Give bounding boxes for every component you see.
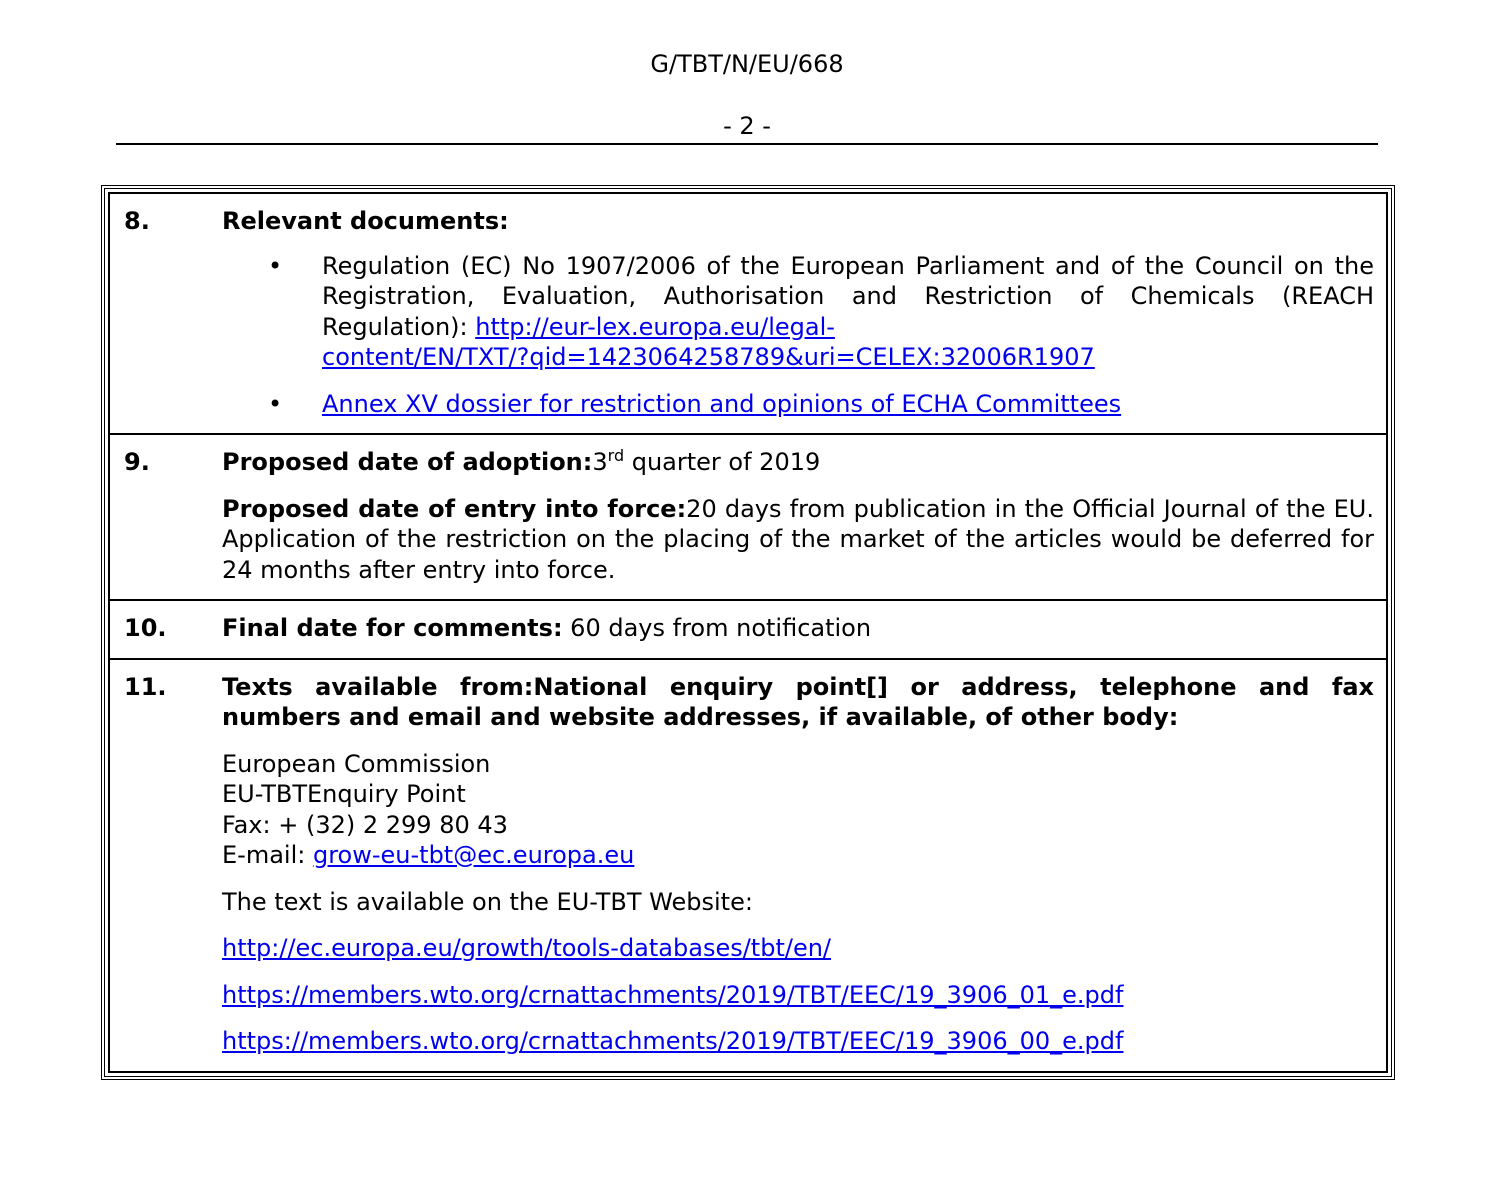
row-texts-available xyxy=(110,658,1386,1071)
link-paragraph xyxy=(222,980,1374,1011)
reach-regulation-link-part1[interactable]: http://eur-lex.europa.eu/legal- xyxy=(475,312,835,341)
row-content xyxy=(222,206,1374,419)
adoption-date-label: Proposed date of adoption: xyxy=(222,448,593,476)
row-number: 11. xyxy=(124,672,167,701)
bullet-icon: • xyxy=(268,389,283,418)
documents-list xyxy=(222,251,1374,420)
page-number: - 2 - xyxy=(723,112,771,140)
fax-number: Fax: + (32) 2 299 80 43 xyxy=(222,810,508,839)
entry-into-force-label: Proposed date of entry into force: xyxy=(222,494,687,523)
section-title: Texts available from:National enquiry point[] or address, telephone and fax numbers and email and website addresses, if available, of other body: xyxy=(222,672,1374,731)
wto-attachment-00-link[interactable]: https://members.wto.org/crnattachments/2019/TBT/EEC/19_3906_00_e.pdf xyxy=(222,1027,1124,1055)
email-link[interactable]: grow-eu-tbt@ec.europa.eu xyxy=(312,841,635,869)
row-number: 10. xyxy=(124,614,167,642)
row-content xyxy=(222,672,1374,1057)
row-number: 9. xyxy=(124,448,150,476)
notification-table xyxy=(101,185,1395,1080)
adoption-date-value-rest: quarter of 2019 xyxy=(624,448,821,476)
row-final-date-comments xyxy=(110,599,1386,658)
adoption-date-line xyxy=(222,447,1374,478)
website-intro: The text is available on the EU-TBT Website: xyxy=(222,887,753,916)
row-content xyxy=(222,613,1374,644)
list-item xyxy=(222,251,1374,373)
final-date-label: Final date for comments: xyxy=(222,614,563,642)
final-date-value: 60 days from notification xyxy=(562,614,872,642)
entry-into-force-paragraph xyxy=(222,494,1374,586)
annex-xv-dossier-link[interactable]: Annex XV dossier for restriction and opinions of ECHA Committees xyxy=(322,389,1122,418)
contact-address xyxy=(222,749,1374,871)
link-paragraph xyxy=(222,933,1374,964)
wto-attachment-01-link[interactable]: https://members.wto.org/crnattachments/2019/TBT/EEC/19_3906_01_e.pdf xyxy=(222,980,1124,1009)
document-description: Regulation (EC) No 1907/2006 of the European Parliament and of the Council on the Registration, Evaluation, Authorisation and Restriction of Chemicals (REACH Regulation): xyxy=(322,251,1374,341)
address-line-1: European Commission xyxy=(222,749,491,778)
link-paragraph xyxy=(222,1026,1374,1057)
eu-tbt-website-link[interactable]: http://ec.europa.eu/growth/tools-databases/tbt/en/ xyxy=(222,934,832,962)
reach-regulation-link-part2[interactable]: content/EN/TXT/?qid=1423064258789&uri=CELEX:32006R1907 xyxy=(322,343,1095,371)
ordinal-suffix: rd xyxy=(607,446,625,465)
final-date-line xyxy=(222,613,1374,644)
row-content xyxy=(222,447,1374,585)
notification-table-inner xyxy=(108,192,1388,1073)
header-divider xyxy=(116,143,1378,145)
list-item xyxy=(222,389,1374,420)
document-code: G/TBT/N/EU/668 xyxy=(650,50,844,78)
row-number: 8. xyxy=(124,207,150,235)
bullet-icon: • xyxy=(268,251,283,280)
row-relevant-documents xyxy=(110,194,1386,433)
entry-into-force-value: 20 days from publication in the Official Journal of the EU. Application of the restriction on the placing of the market of the articles would be deferred for 24 months after entry into force. xyxy=(222,494,1374,584)
row-proposed-dates xyxy=(110,433,1386,599)
email-label: E-mail: xyxy=(222,841,313,869)
section-title: Relevant documents: xyxy=(222,207,509,235)
adoption-date-value: 3 xyxy=(592,448,608,476)
address-line-2: EU-TBTEnquiry Point xyxy=(222,780,466,808)
